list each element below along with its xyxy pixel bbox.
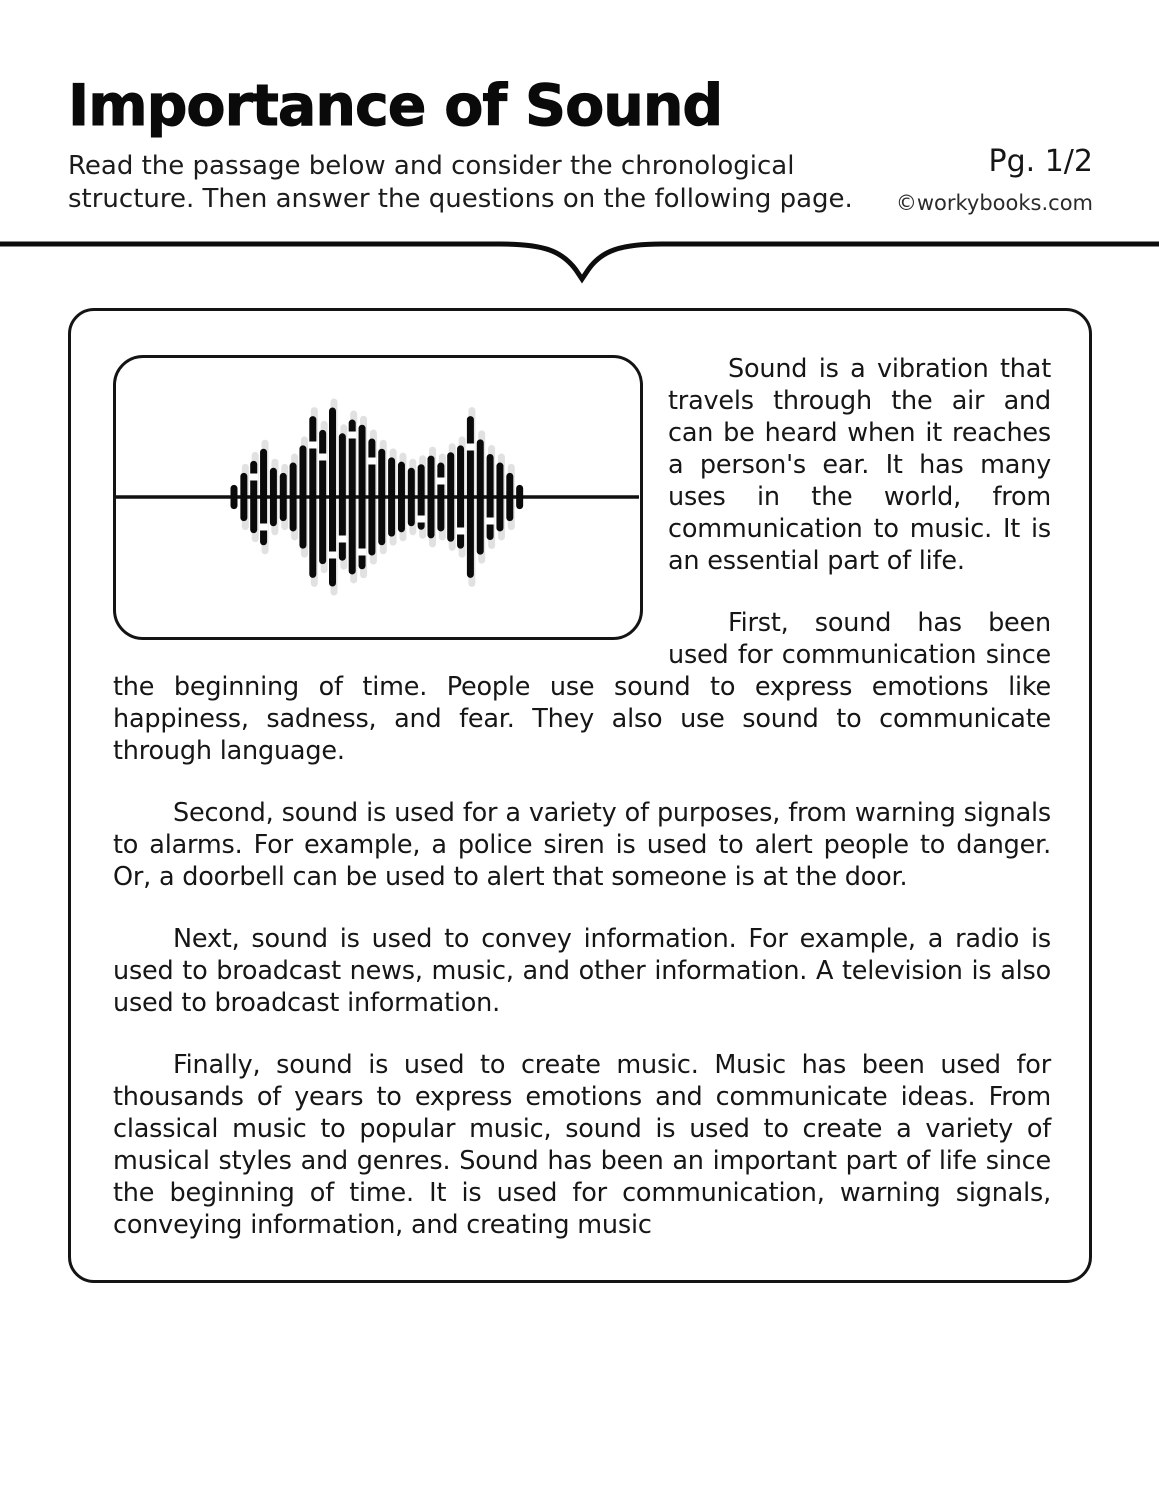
page-number: Pg. 1/2 [988,144,1093,180]
page-title: Importance of Sound [68,73,723,139]
header-right [896,144,1093,216]
passage-paragraph-4: Next, sound is used to convey information. For example, a radio is used to broadcast news, music, and other information. A television is also used to broadcast information. [113,924,1051,1019]
passage-paragraph-3: Second, sound is used for a variety of purposes, from warning signals to alarms. For example, a police siren is used to alert people to danger. Or, a doorbell can be used to alert that someone is at the door. [113,798,1051,893]
passage-paragraph-1: Sound is a vibration that travels through the air and can be heard when it reaches a person's ear. It has many uses in the world, from communication to music. It is an essential part of life. [668,354,1051,577]
watermark-credit: ©workybooks.com [895,191,1093,216]
header [0,0,1159,216]
waveform-figure [113,355,643,640]
divider-swoosh [0,240,1159,286]
passage-paragraph-5: Finally, sound is used to create music. Music has been used for thousands of years to express emotions and communicate ideas. From classical music to popular music, sound is used to create a variety of musical styles and genres. Sound has been an important part of life since the beginning of time. It is used for communication, warning signals, conveying information, and creating music [113,1050,1051,1241]
instructions-line-1: Read the passage below and consider the chronological [68,150,795,181]
passage-paragraph-2: First, sound has been used for communication since the beginning of time. People use sound to express emotions like happiness, sadness, and fear. They also use sound to communicate through language. [113,608,1051,767]
header-left [68,73,853,216]
sound-waveform-image [116,358,639,636]
passage-box [68,308,1092,1283]
instructions-line-2: structure. Then answer the questions on the following page. [68,183,853,214]
instructions-text [68,150,853,217]
